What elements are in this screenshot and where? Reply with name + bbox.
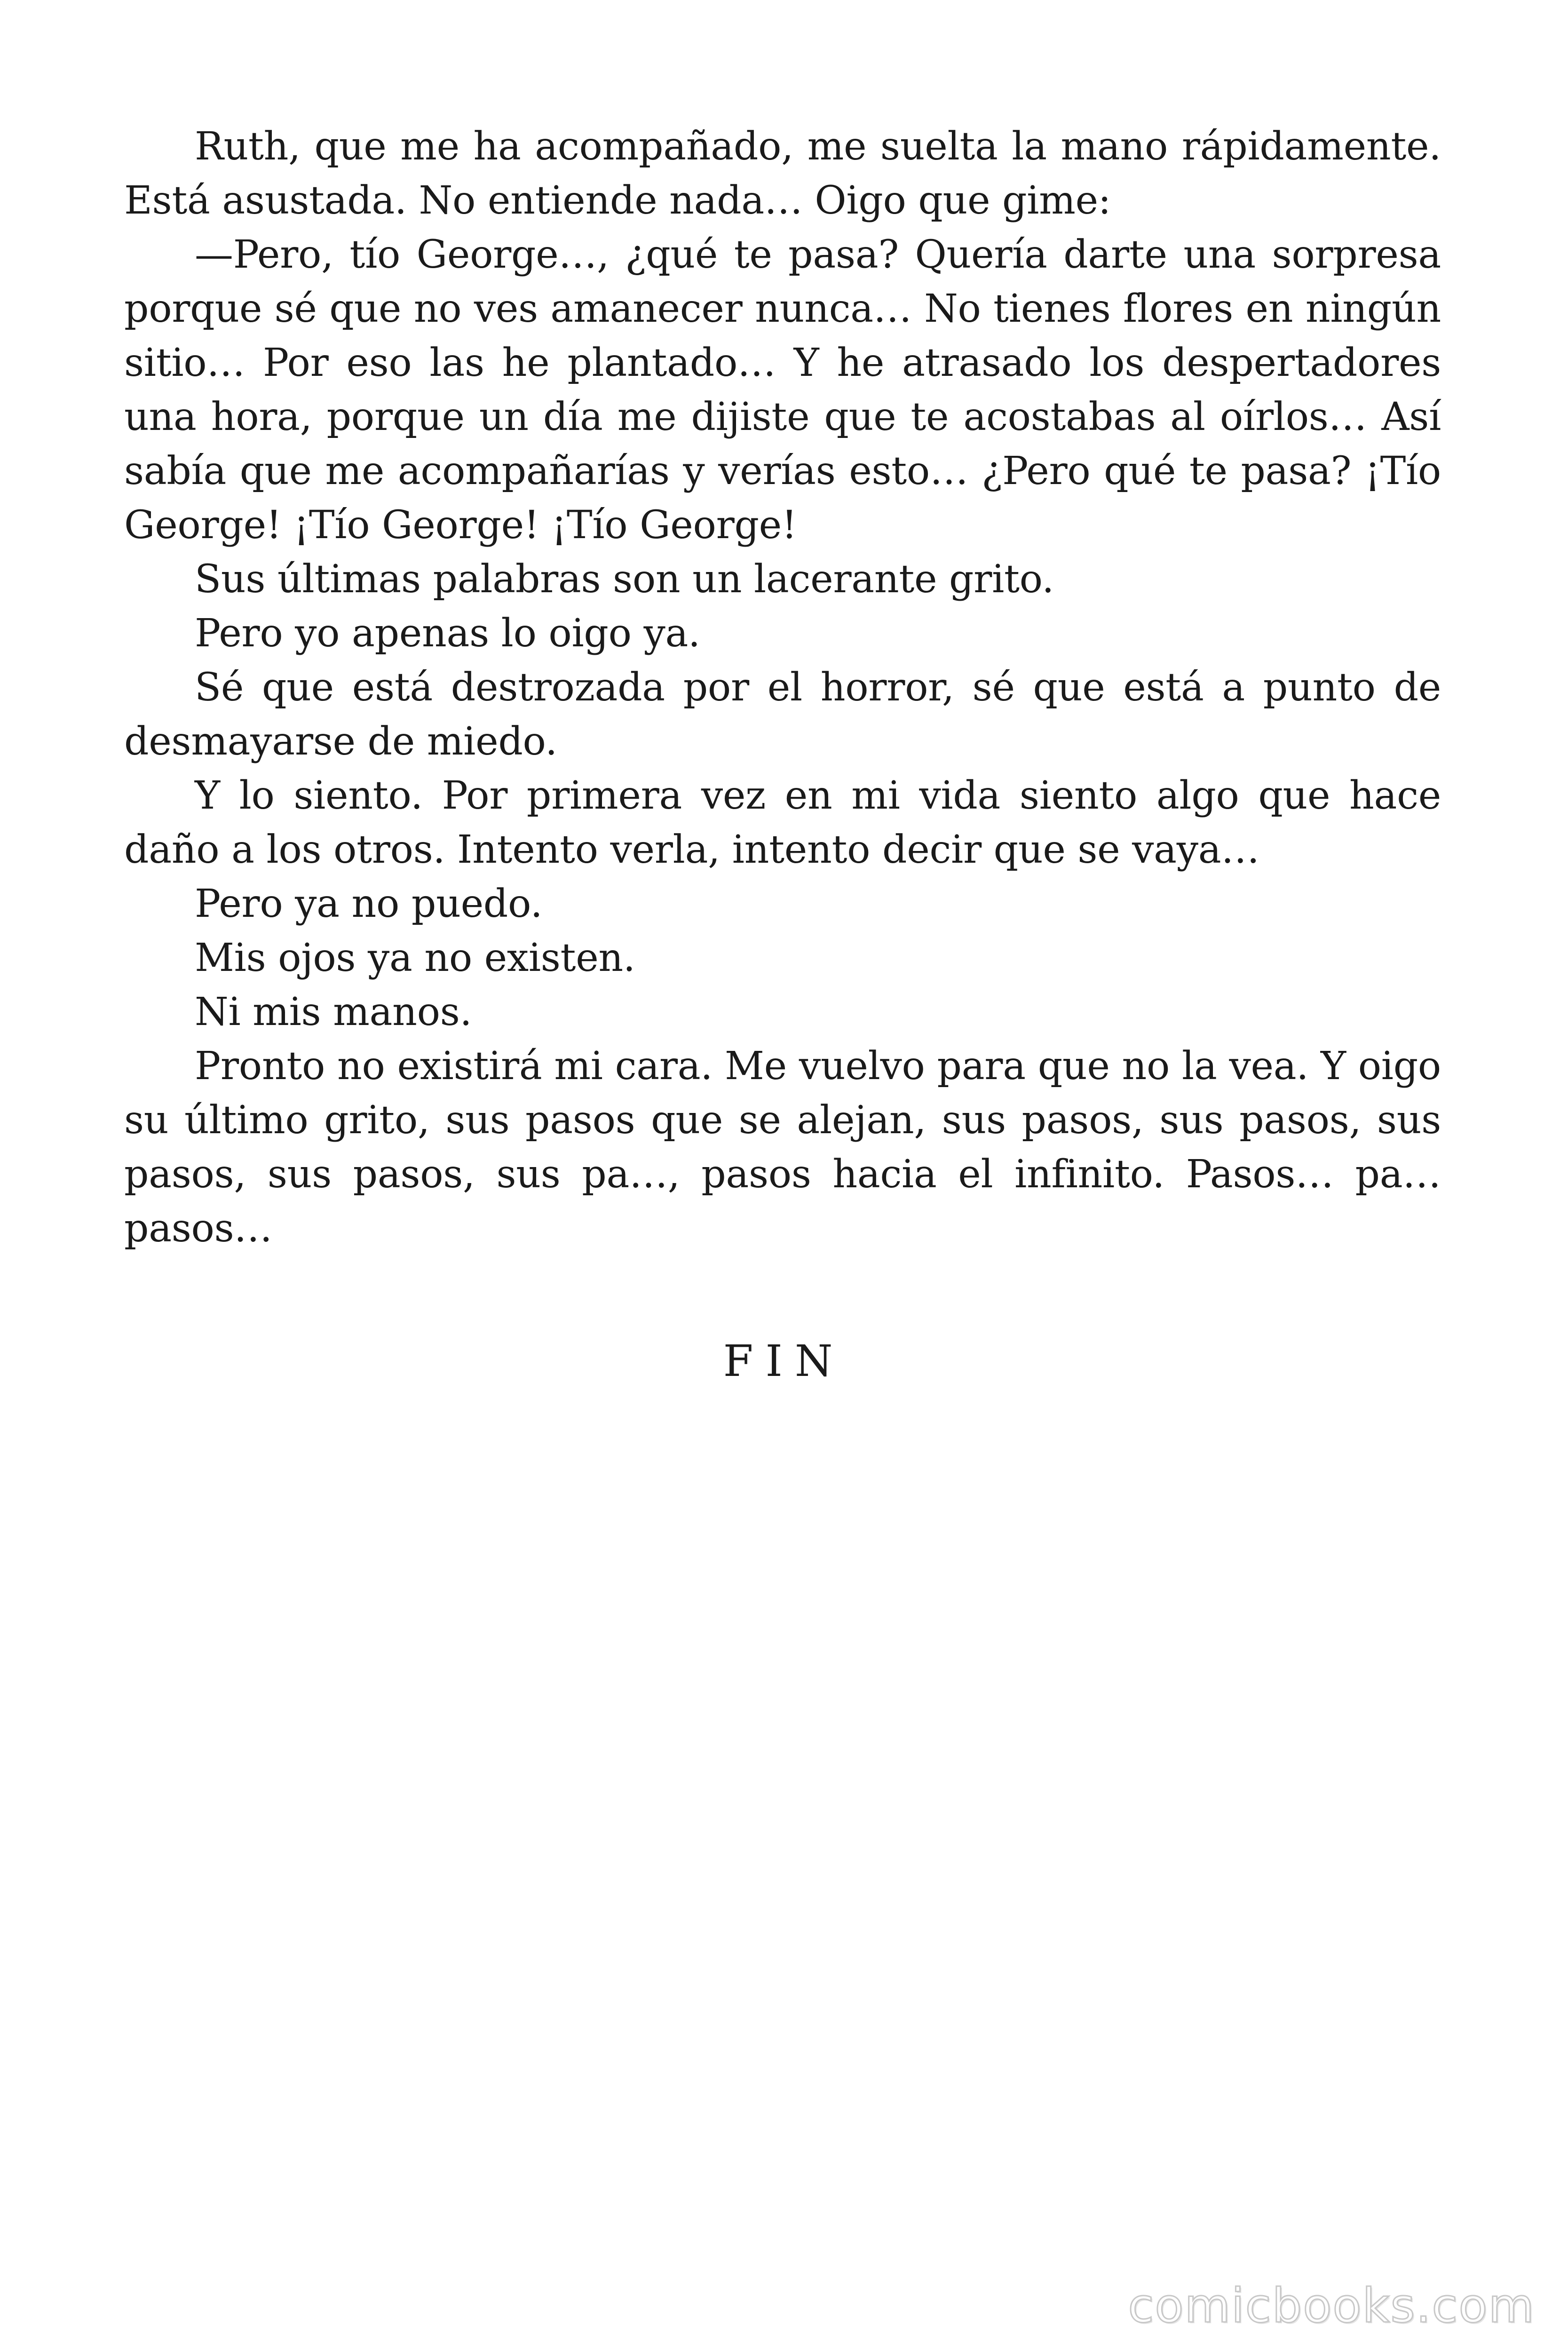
paragraph: —Pero, tío George…, ¿qué te pasa? Quería darte una sorpresa porque sé que no ves amanecer nunca… No tienes flores en ningún sitio… Por eso las he plantado… Y he atrasado los despertadores una hora, porque un día me dijiste que te acostabas al oírlos… Así sabía que me acompañarías y verías esto… ¿Pero qué te pasa? ¡Tío George! ¡Tío George! ¡Tío George! <box>124 232 1441 548</box>
paragraph: Pero yo apenas lo oigo ya. <box>195 611 700 656</box>
paragraph: Ni mis manos. <box>195 990 472 1034</box>
paragraph: Y lo siento. Por primera vez en mi vida siento algo que hace daño a los otros. Intento verla, intento decir que se vaya… <box>124 773 1441 872</box>
paragraph: Sus últimas palabras son un lacerante grito. <box>195 557 1054 602</box>
ending-title: FIN <box>723 1336 845 1386</box>
watermark: comicbooks.com <box>1128 2278 1535 2333</box>
paragraph: Ruth, que me ha acompañado, me suelta la mano rápidamente. Está asustada. No entiende nada… Oigo que gime: <box>124 124 1441 223</box>
paragraph: Sé que está destrozada por el horror, sé que está a punto de desmayarse de miedo. <box>124 665 1441 764</box>
paragraph: Pronto no existirá mi cara. Me vuelvo para que no la vea. Y oigo su último grito, sus pasos que se alejan, sus pasos, sus pasos, sus pasos, sus pasos, sus pa…, pasos hacia el infinito. Pasos… pa… pasos… <box>124 1044 1441 1251</box>
paragraph: Pero ya no puedo. <box>195 882 543 926</box>
paragraph: Mis ojos ya no existen. <box>195 936 635 980</box>
page-body <box>124 119 1441 1255</box>
